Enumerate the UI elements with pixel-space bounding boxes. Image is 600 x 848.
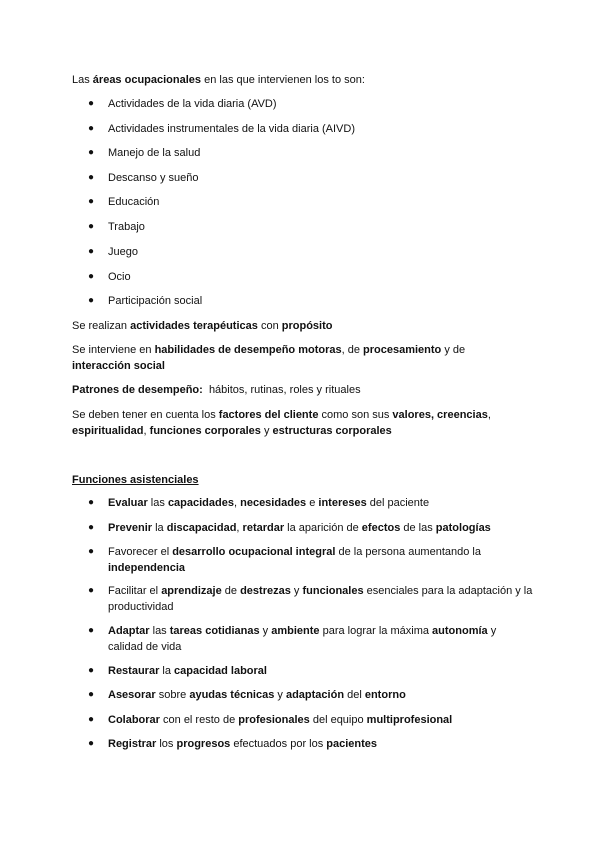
list-item-text: Restaurar la capacidad laboral: [108, 665, 267, 677]
bullet-icon: ●: [88, 625, 95, 636]
list-item-text: Adaptar las tareas cotidianas y ambiente para lograr la máxima autonomía y calidad de vida: [108, 625, 497, 653]
paragraph-performance-skills: Se interviene en habilidades de desempeño motoras, de procesamiento y de interacción social: [72, 344, 466, 372]
bullet-icon: ●: [88, 738, 95, 749]
bullet-icon: ●: [88, 522, 95, 533]
list-item-text: Evaluar las capacidades, necesidades e intereses del paciente: [108, 497, 430, 509]
bullet-icon: ●: [88, 497, 95, 508]
list-item-text: Colaborar con el resto de profesionales del equipo multiprofesional: [108, 714, 453, 726]
bullet-icon: ●: [88, 246, 95, 257]
intro-paragraph: [72, 72, 532, 88]
list-item-text: Facilitar el aprendizaje de destrezas y funcionales esenciales para la adaptación y la productividad: [108, 585, 533, 613]
list-item-text: Registrar los progresos efectuados por los pacientes: [108, 738, 378, 750]
bullet-icon: ●: [88, 147, 95, 158]
bullet-icon: ●: [88, 295, 95, 306]
list-item-text: Educación: [108, 196, 160, 208]
list-item-text: Descanso y sueño: [108, 172, 199, 184]
paragraph-therapeutic-activities: Se realizan actividades terapéuticas con propósito: [72, 320, 333, 332]
bullet-icon: ●: [88, 689, 95, 700]
section-heading: Funciones asistenciales: [72, 474, 199, 486]
list-item-text: Asesorar sobre ayudas técnicas y adaptación del entorno: [108, 689, 406, 701]
list-item-text: Participación social: [108, 295, 203, 307]
bullet-icon: ●: [88, 271, 95, 282]
intro-bold: áreas ocupacionales: [92, 74, 202, 86]
list-item-text: Favorecer el desarrollo ocupacional integral de la persona aumentando la independencia: [108, 546, 481, 574]
bullet-icon: ●: [88, 98, 95, 109]
paragraph-performance-patterns: Patrones de desempeño: hábitos, rutinas, roles y rituales: [72, 384, 361, 396]
list-item-text: Actividades instrumentales de la vida diaria (AIVD): [108, 123, 356, 135]
intro-text: Las: [72, 74, 93, 86]
bullet-icon: ●: [88, 714, 95, 725]
bullet-icon: ●: [88, 123, 95, 134]
bullet-icon: ●: [88, 665, 95, 676]
list-item-text: Manejo de la salud: [108, 147, 201, 159]
list-item-text: Prevenir la discapacidad, retardar la aparición de efectos de las patologías: [108, 522, 491, 534]
intro-text-end: en las que intervienen los to son:: [201, 74, 365, 86]
bullet-icon: ●: [88, 221, 95, 232]
list-item-text: Ocio: [108, 271, 131, 283]
list-item-text: Trabajo: [108, 221, 145, 233]
bullet-icon: ●: [88, 585, 95, 596]
paragraph-client-factors: Se deben tener en cuenta los factores del cliente como son sus valores, creencias, espiritualidad, funciones corporales y estructuras corporales: [72, 409, 491, 437]
bullet-icon: ●: [88, 172, 95, 183]
list-item-text: Actividades de la vida diaria (AVD): [108, 98, 277, 110]
bullet-icon: ●: [88, 546, 95, 557]
list-item-text: Juego: [108, 246, 138, 258]
bullet-icon: ●: [88, 196, 95, 207]
